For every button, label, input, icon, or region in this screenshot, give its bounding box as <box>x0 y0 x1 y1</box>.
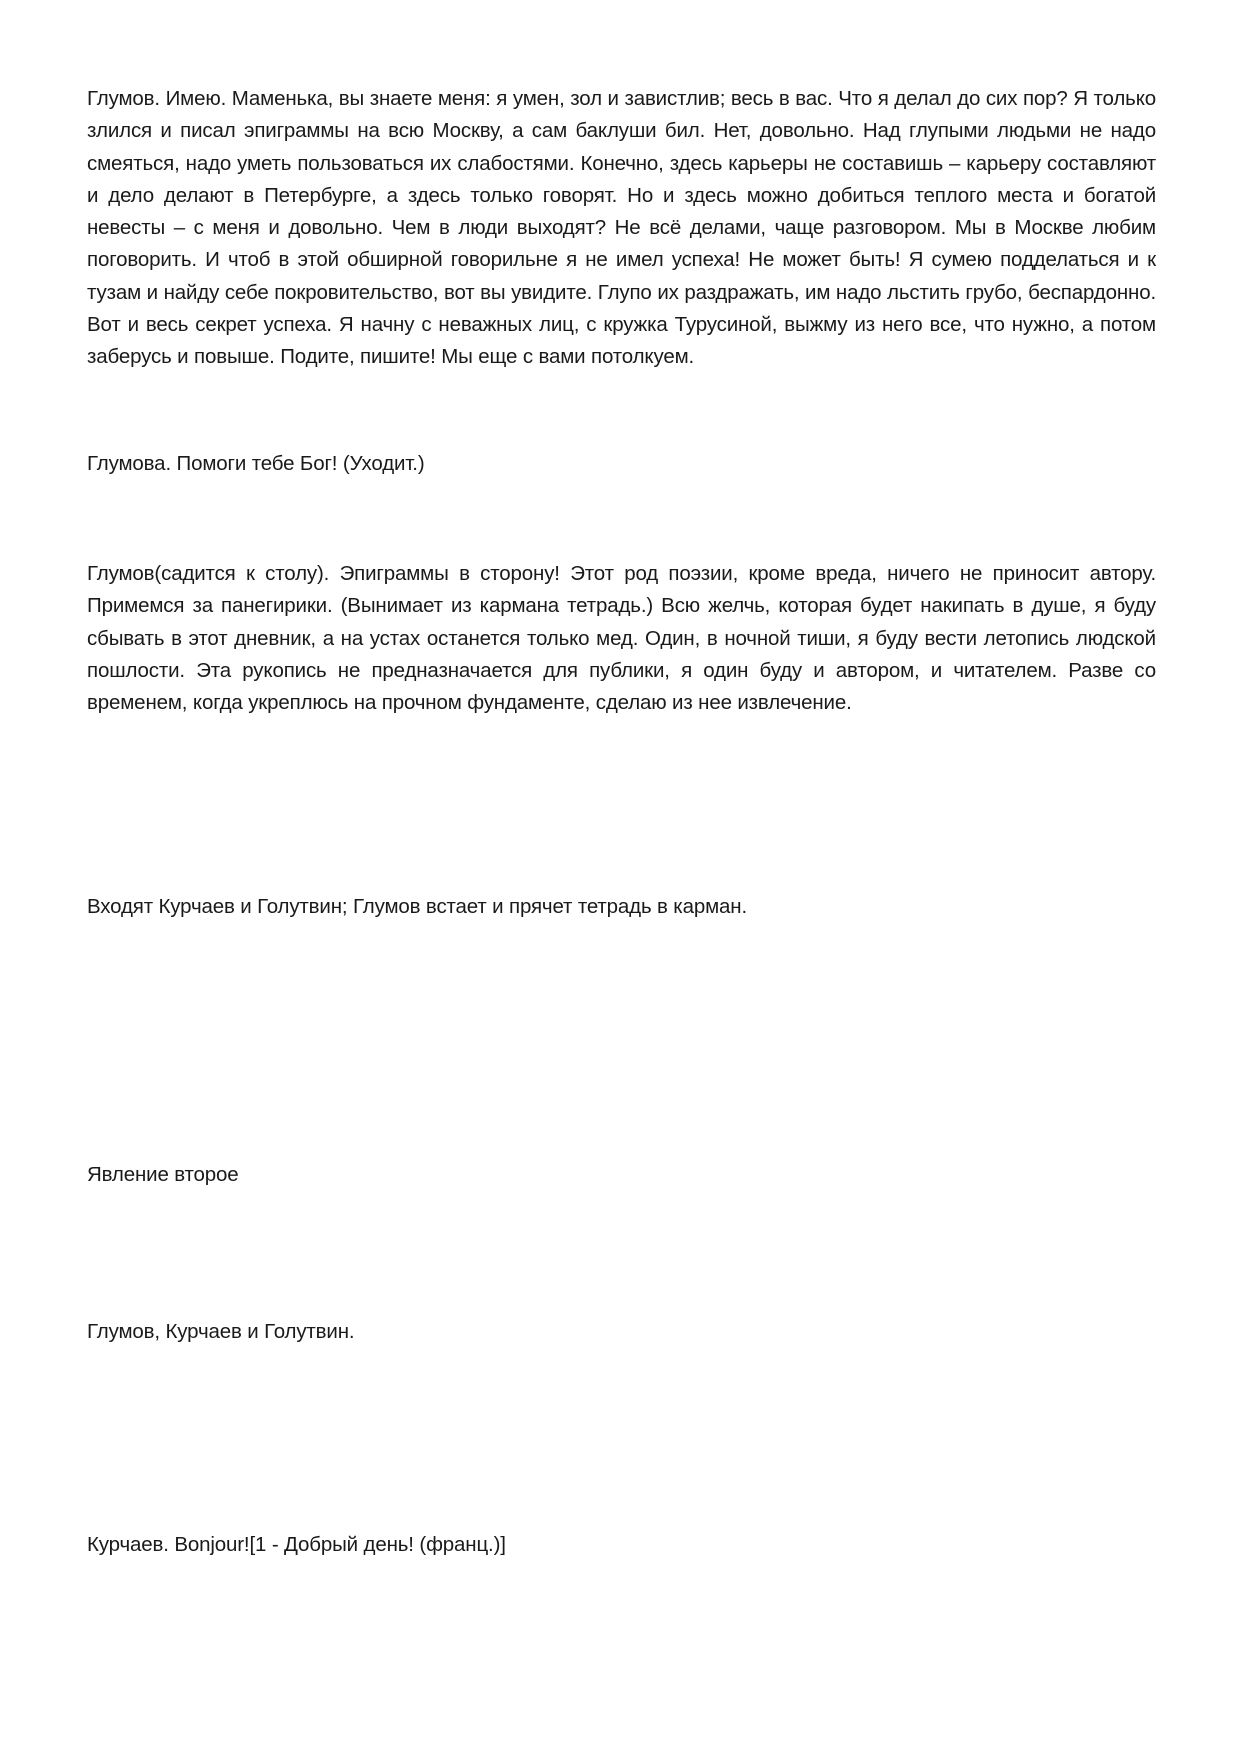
stage-direction: Входят Курчаев и Голутвин; Глумов встает и прячет тетрадь в карман. <box>87 895 747 918</box>
line-glumova: Глумова. Помоги тебе Бог! (Уходит.) <box>87 452 425 475</box>
scene-characters: Глумов, Курчаев и Голутвин. <box>87 1320 355 1343</box>
monologue-glumov: Глумов. Имею. Маменька, вы знаете меня: я умен, зол и завистлив; весь в вас. Что я делал до сих пор? Я только злился и писал эпиграммы на всю Москву, а сам баклуши бил. Нет, довольно. Над глупыми людьми не надо смеяться, надо уметь пользоваться их слабостями. Конечно, здесь карьеры не составишь – карьеру составляют и дело делают в Петербурге, а здесь только говорят. Но и здесь можно добиться теплого места и богатой невесты – с меня и довольно. Чем в люди выходят? Не всё делами, чаще разговором. Мы в Москве любим поговорить. И чтоб в этой обширной говорильне я не имел успеха! Не может быть! Я сумею подделаться и к тузам и найду себе покровительство, вот вы увидите. Глупо их раздражать, им надо льстить грубо, беспардонно. Вот и весь секрет успеха. Я начну с неважных лиц, с кружка Турусиной, выжму из него все, что нужно, а потом заберусь и повыше. Подите, пишите! Мы еще с вами потолкуем. <box>87 87 1156 369</box>
line-kurchaev: Курчаев. Bonjour![1 - Добрый день! (франц.)] <box>87 1533 506 1556</box>
monologue-glumov-diary: Глумов(садится к столу). Эпиграммы в сторону! Этот род поэзии, кроме вреда, ничего не приносит автору. Примемся за панегирики. (Вынимает из кармана тетрадь.) Всю желчь, которая будет накипать в душе, я буду сбывать в этот дневник, а на устах останется только мед. Один, в ночной тиши, я буду вести летопись людской пошлости. Эта рукопись не предназначается для публики, я один буду и автором, и читателем. Разве со временем, когда укреплюсь на прочном фундаменте, сделаю из нее извлечение. <box>87 562 1156 715</box>
scene-heading: Явление второе <box>87 1163 239 1186</box>
